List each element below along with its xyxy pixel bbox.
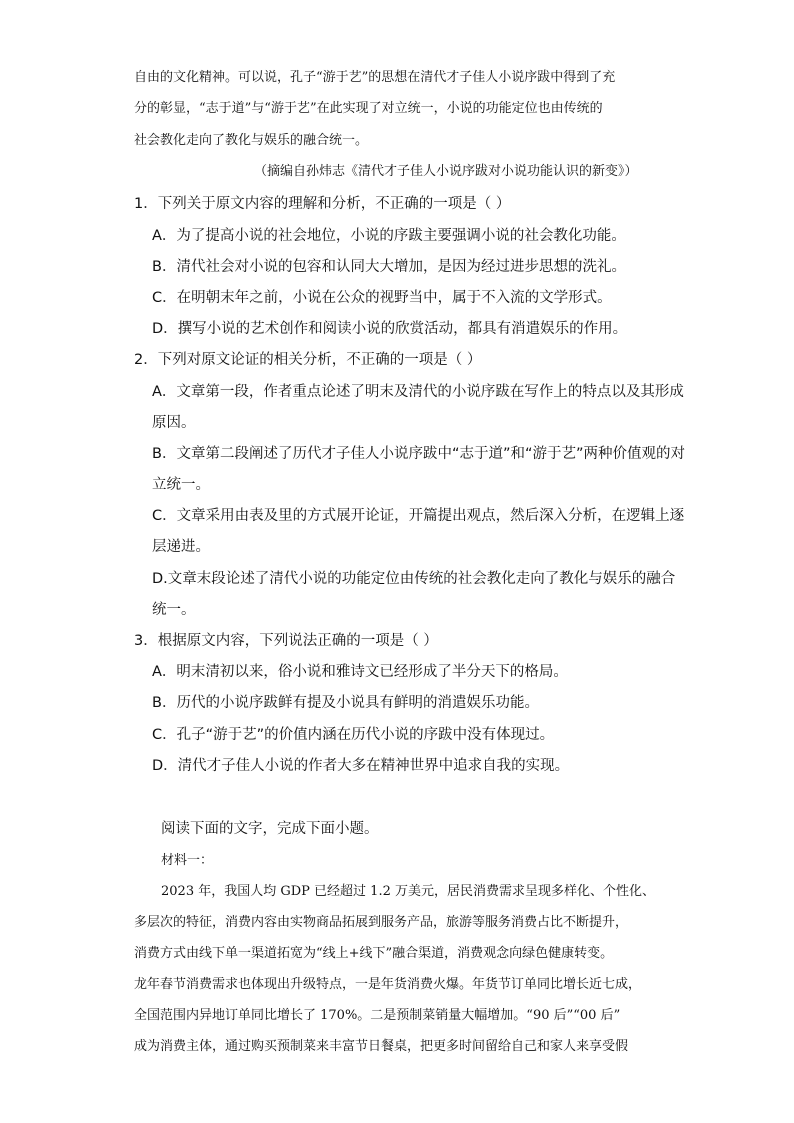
question-3-option-b: B．历代的小说序跋鲜有提及小说具有鲜明的消遣娱乐功能。: [152, 695, 539, 711]
question-2-option-a-cont: 原因。: [152, 415, 196, 431]
question-2-option-b-cont: 立统一。: [152, 477, 210, 493]
material-line-3: 消费方式由线下单一渠道拓宽为“线上+线下”融合渠道，消费观念向绿色健康转变。: [134, 946, 614, 961]
question-2-option-b: B．文章第二段阐述了历代才子佳人小说序跋中“志于道”和“游于艺”两种价值观的对: [152, 446, 685, 462]
question-2-stem: 2．下列对原文论证的相关分析，不正确的一项是（ ）: [134, 352, 482, 368]
question-2-option-a: A．文章第一段，作者重点论述了明末及清代的小说序跋在写作上的特点以及其形成: [152, 384, 684, 400]
question-3-stem: 3．根据原文内容，下列说法正确的一项是（ ）: [134, 633, 438, 649]
question-3-option-c: C．孔子“游于艺”的价值内涵在历代小说的序跋中没有体现过。: [152, 727, 555, 743]
question-1-stem: 1．下列关于原文内容的理解和分析，不正确的一项是（ ）: [134, 196, 511, 212]
question-2-option-c-cont: 层递进。: [152, 539, 210, 555]
question-1-option-a: A．为了提高小说的社会地位，小说的序跋主要强调小说的社会教化功能。: [152, 228, 626, 244]
passage-line-3: 社会教化走向了教化与娱乐的融合统一。: [134, 133, 369, 148]
passage-line-2: 分的彰显，“志于道”与“游于艺”在此实现了对立统一，小说的功能定位也由传统的: [134, 101, 603, 116]
material-line-6: 成为消费主体，通过购买预制菜来丰富节日餐桌，把更多时间留给自己和家人来享受假: [134, 1039, 629, 1054]
question-3-option-d: D．清代才子佳人小说的作者大多在精神世界中追求自我的实现。: [152, 758, 570, 774]
passage-line-1: 自由的文化精神。可以说，孔子“游于艺”的思想在清代才子佳人小说序跋中得到了充: [134, 70, 616, 85]
question-2-option-d: D.文章末段论述了清代小说的功能定位由传统的社会教化走向了教化与娱乐的融合: [152, 571, 676, 587]
source-citation: （摘编自孙炜志《清代才子佳人小说序跋对小说功能认识的新变》）: [254, 164, 638, 179]
question-3-option-a: A．明末清初以来，俗小说和雅诗文已经形成了半分天下的格局。: [152, 664, 568, 680]
material-line-5: 全国范围内异地订单同比增长了 170%。二是预制菜销量大幅增加。“90 后”“00 后”: [134, 1008, 621, 1023]
material-line-4: 龙年春节消费需求也体现出升级特点，一是年货消费火爆。年货节订单同比增长近七成，: [134, 977, 642, 992]
question-1-option-c: C．在明朝末年之前，小说在公众的视野当中，属于不入流的文学形式。: [152, 290, 612, 306]
question-2-option-d-cont: 统一。: [152, 602, 196, 618]
question-1-option-d: D．撰写小说的艺术创作和阅读小说的欣赏活动，都具有消遣娱乐的作用。: [152, 321, 628, 337]
material-line-2: 多层次的特征，消费内容由实物商品拓展到服务产品，旅游等服务消费占比不断提升，: [134, 915, 629, 930]
material-line-1: 2023 年，我国人均 GDP 已经超过 1.2 万美元，居民消费需求呈现多样化、个性化、: [161, 884, 655, 899]
material-label: 材料一：: [161, 853, 214, 868]
reading-instruction: 阅读下面的文字，完成下面小题。: [161, 821, 379, 837]
question-2-option-c: C．文章采用由表及里的方式展开论证，开篇提出观点，然后深入分析，在逻辑上逐: [152, 508, 685, 524]
question-1-option-b: B．清代社会对小说的包容和认同大大增加，是因为经过进步思想的洗礼。: [152, 259, 626, 275]
